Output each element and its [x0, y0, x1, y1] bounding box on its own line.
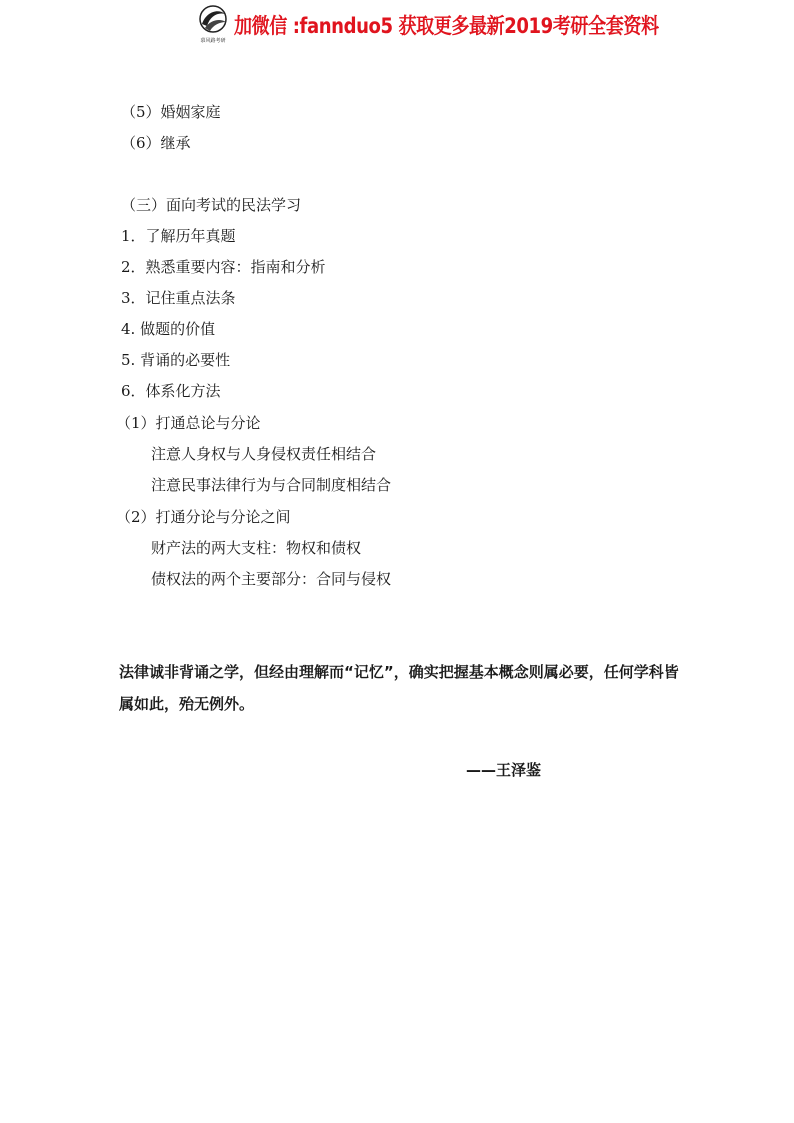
list-item: （1）打通总论与分论 [116, 414, 261, 432]
list-item: （6）继承 [121, 134, 191, 152]
list-item: （2）打通分论与分论之间 [116, 508, 291, 526]
list-item: 3．记住重点法条 [121, 289, 236, 307]
list-item: 6．体系化方法 [121, 382, 221, 400]
page-header [0, 0, 794, 48]
list-item: 2．熟悉重要内容：指南和分析 [121, 258, 326, 276]
list-subitem: 债权法的两个主要部分：合同与侵权 [151, 570, 392, 588]
list-item: 1．了解历年真题 [121, 227, 236, 245]
header-banner: 加微信 :fannduo5 获取更多最新2019考研全套资料 [234, 14, 659, 38]
list-item: 4. 做题的价值 [121, 320, 216, 338]
list-item: （5）婚姻家庭 [121, 103, 221, 121]
section-heading: （三）面向考试的民法学习 [121, 196, 302, 214]
quote-text: 法律诚非背诵之学，但经由理解而“记忆”，确实把握基本概念则属必要，任何学科皆属如此，殆无例外。 [119, 663, 679, 713]
list-item: 5. 背诵的必要性 [121, 351, 231, 369]
quote-author: ——王泽鉴 [466, 761, 542, 779]
logo-icon [196, 4, 230, 44]
list-subitem: 注意人身权与人身侵权责任相结合 [151, 445, 377, 463]
list-subitem: 注意民事法律行为与合同制度相结合 [151, 476, 392, 494]
svg-text:慕风路考研: 慕风路考研 [200, 38, 226, 44]
list-subitem: 财产法的两大支柱：物权和债权 [151, 539, 362, 557]
